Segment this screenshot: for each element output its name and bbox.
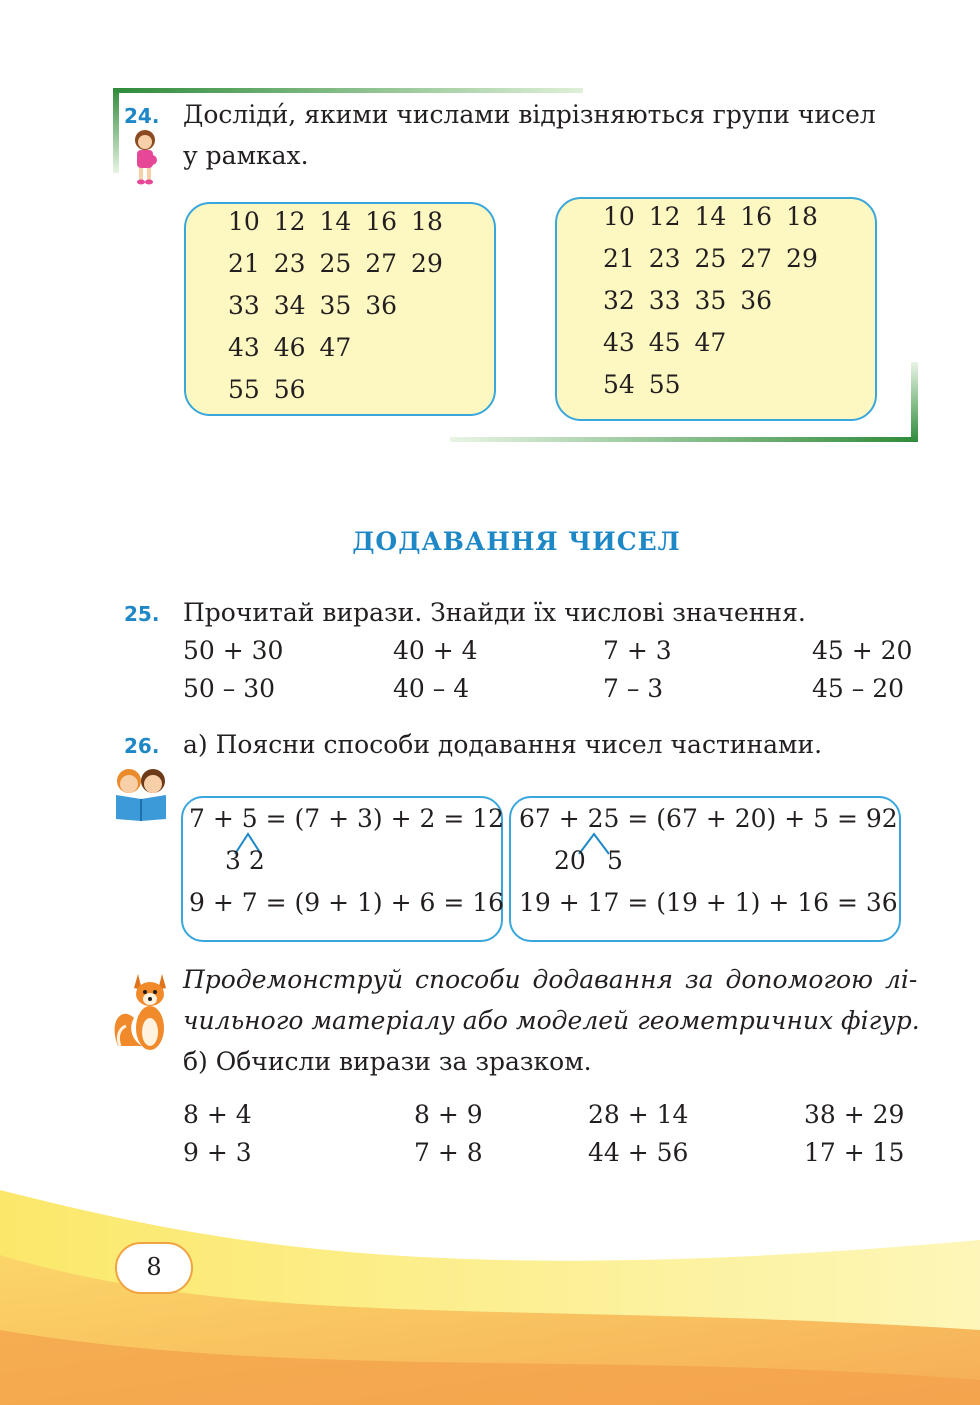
box-left-row: 10 12 14 16 18 bbox=[228, 207, 443, 236]
expression: 50 – 30 bbox=[183, 674, 276, 703]
expression: 7 + 8 bbox=[414, 1138, 483, 1167]
task-26-italic-line1: Продемонструй способи додавання за допомогою лі- bbox=[183, 965, 918, 994]
task-26-italic-line2: чильного матеріалу або моделей геометричних фігур. bbox=[183, 1006, 920, 1035]
fox-icon bbox=[112, 966, 174, 1056]
expression: 17 + 15 bbox=[804, 1138, 905, 1167]
task-24-text-line1: Досліди́, якими числами відрізняються групи чисел bbox=[183, 100, 876, 129]
green-bar-left bbox=[113, 88, 119, 173]
box-left-row: 21 23 25 27 29 bbox=[228, 249, 443, 278]
expression: 9 + 3 bbox=[183, 1138, 252, 1167]
box-left-row: 33 34 35 36 bbox=[228, 291, 398, 320]
green-bar-bottom bbox=[450, 437, 918, 442]
expression: 40 – 4 bbox=[393, 674, 470, 703]
example-right-split-a: 20 bbox=[554, 846, 586, 875]
task-25-number: 25. bbox=[124, 602, 160, 626]
task-26-number: 26. bbox=[124, 734, 160, 758]
expression: 7 – 3 bbox=[603, 674, 664, 703]
expression: 28 + 14 bbox=[588, 1100, 689, 1129]
children-reading-icon bbox=[110, 765, 172, 821]
expression: 7 + 3 bbox=[603, 636, 672, 665]
example-left-line2: 9 + 7 = (9 + 1) + 6 = 16 bbox=[189, 888, 505, 917]
expression: 45 + 20 bbox=[812, 636, 913, 665]
example-right-line1: 67 + 25 = (67 + 20) + 5 = 92 bbox=[519, 804, 898, 833]
example-right-split-b: 5 bbox=[607, 846, 623, 875]
box-right-row: 32 33 35 36 bbox=[603, 286, 773, 315]
page-number-badge bbox=[115, 1242, 193, 1294]
box-right-row: 43 45 47 bbox=[603, 328, 727, 357]
task-24-number: 24. bbox=[124, 104, 160, 128]
example-right-line2: 19 + 17 = (19 + 1) + 16 = 36 bbox=[519, 888, 898, 917]
task-26-text-a: а) Поясни способи додавання чисел частинами. bbox=[183, 730, 823, 759]
number-group-box-right bbox=[555, 197, 877, 421]
green-bar-top bbox=[113, 88, 583, 93]
expression: 40 + 4 bbox=[393, 636, 478, 665]
box-right-row: 54 55 bbox=[603, 370, 681, 399]
example-left-line1: 7 + 5 = (7 + 3) + 2 = 12 bbox=[189, 804, 505, 833]
example-box-right bbox=[509, 796, 901, 942]
task-26-text-b: б) Обчисли вирази за зразком. bbox=[183, 1047, 592, 1076]
number-group-box-left bbox=[184, 202, 496, 416]
box-right-row: 21 23 25 27 29 bbox=[603, 244, 818, 273]
example-left-split: 3 2 bbox=[225, 846, 265, 875]
expression: 8 + 9 bbox=[414, 1100, 483, 1129]
example-box-left bbox=[181, 796, 503, 942]
green-bar-right bbox=[911, 362, 918, 442]
girl-icon bbox=[128, 128, 162, 186]
expression: 50 + 30 bbox=[183, 636, 284, 665]
box-right-row: 10 12 14 16 18 bbox=[603, 202, 818, 231]
task-25-text: Прочитай вирази. Знайди їх числові значення. bbox=[183, 598, 806, 627]
box-left-row: 43 46 47 bbox=[228, 333, 352, 362]
page-number: 8 bbox=[146, 1253, 162, 1281]
section-title: ДОДАВАННЯ ЧИСЕЛ bbox=[352, 527, 681, 556]
expression: 38 + 29 bbox=[804, 1100, 905, 1129]
expression: 44 + 56 bbox=[588, 1138, 689, 1167]
task-24-text-line2: у рамках. bbox=[183, 141, 309, 170]
expression: 45 – 20 bbox=[812, 674, 905, 703]
box-left-row: 55 56 bbox=[228, 375, 306, 404]
expression: 8 + 4 bbox=[183, 1100, 252, 1129]
